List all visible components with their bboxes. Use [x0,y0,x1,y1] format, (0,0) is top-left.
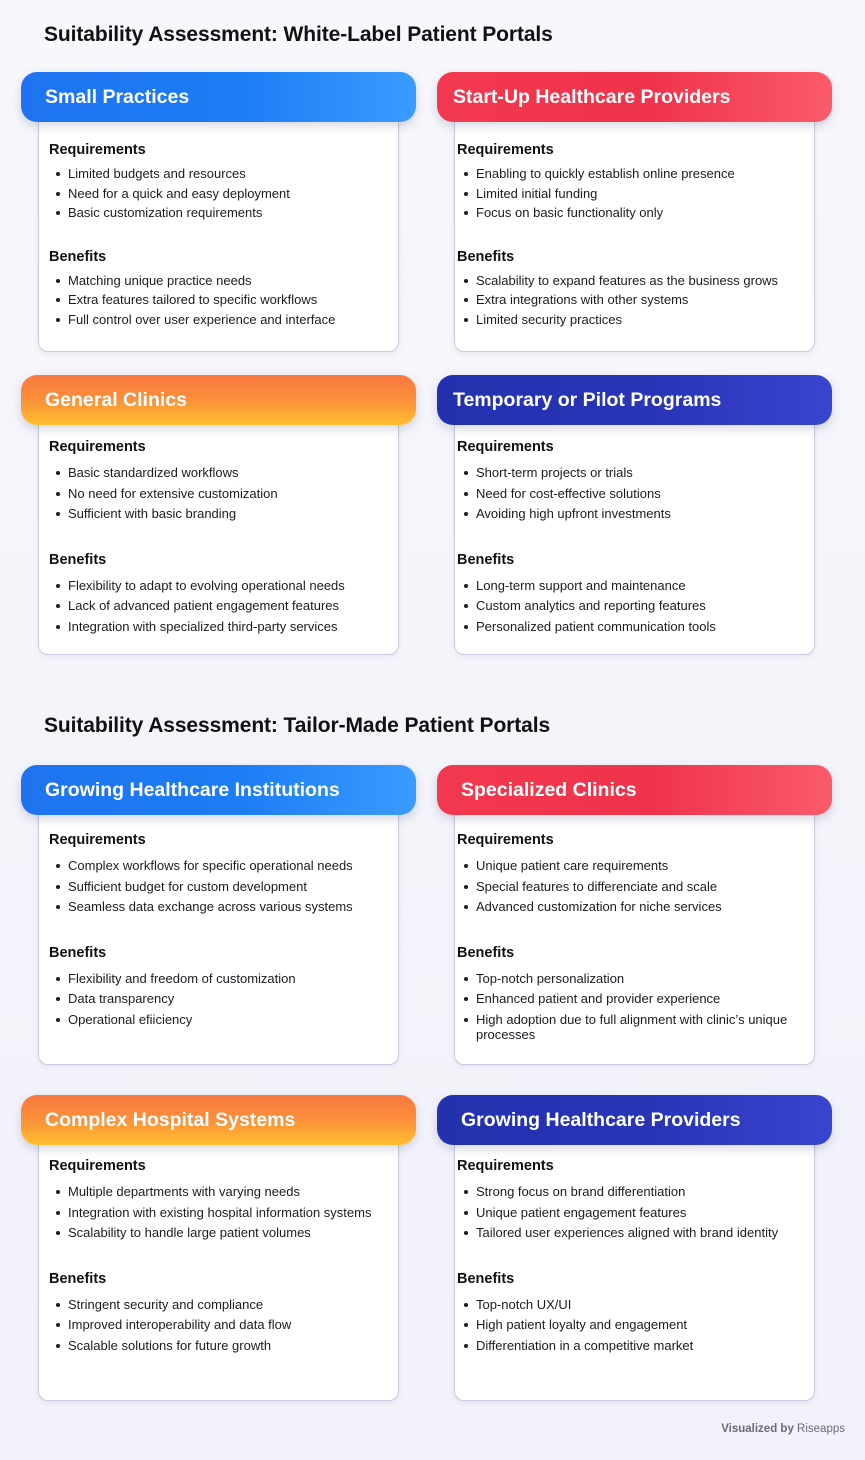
requirements-list [49,858,390,915]
footer-brand: Riseapps [797,1423,845,1435]
card-content [49,1158,390,1357]
benefits-list [49,971,390,1028]
list-item: Scalability to handle large patient volumes [49,1225,390,1241]
requirements-list [457,465,806,522]
list-item: Personalized patient communication tools [457,619,806,635]
list-item: Limited budgets and resources [49,166,390,182]
list-item: Need for cost-effective solutions [457,486,806,502]
list-item: Differentiation in a competitive market [457,1338,806,1354]
card-content [49,832,390,1031]
card-header: Small Practices [21,72,416,122]
card-general-clinics [21,375,416,655]
requirements-heading: Requirements [49,439,146,455]
requirements-heading: Requirements [49,1158,146,1174]
list-item: Enabling to quickly establish online presence [457,166,806,182]
list-item: Basic customization requirements [49,205,390,221]
requirements-list [49,166,390,221]
list-item: Extra features tailored to specific workflows [49,292,390,308]
card-content [457,439,806,638]
list-item: Top-notch personalization [457,971,806,987]
card-complex-hospital-systems [21,1095,416,1401]
requirements-list [49,1184,390,1241]
list-item: Sufficient budget for custom development [49,879,390,895]
list-item: Long-term support and maintenance [457,578,806,594]
benefits-list [457,971,806,1043]
list-item: Enhanced patient and provider experience [457,991,806,1007]
card-content [457,832,806,1047]
card-header: Growing Healthcare Institutions [21,765,416,815]
list-item: Short-term projects or trials [457,465,806,481]
list-item: Integration with existing hospital information systems [49,1205,390,1221]
section-title-tailor-made: Suitability Assessment: Tailor-Made Patient Portals [44,714,551,737]
list-item: Limited initial funding [457,186,806,202]
card-temporary-pilot-programs [437,375,832,655]
card-growing-healthcare-providers [437,1095,832,1401]
card-header: Growing Healthcare Providers [437,1095,832,1145]
list-item: Data transparency [49,991,390,1007]
list-item: High patient loyalty and engagement [457,1317,806,1333]
list-item: Multiple departments with varying needs [49,1184,390,1200]
benefits-list [49,1297,390,1354]
card-content [49,439,390,638]
list-item: Avoiding high upfront investments [457,506,806,522]
benefits-heading: Benefits [49,551,107,568]
list-item: High adoption due to full alignment with clinic’s unique processes [457,1012,806,1043]
list-item: Special features to differenciate and scale [457,879,806,895]
list-item: Flexibility and freedom of customization [49,971,390,987]
list-item: Custom analytics and reporting features [457,598,806,614]
requirements-heading: Requirements [457,1158,554,1174]
card-header: Complex Hospital Systems [21,1095,416,1145]
card-growing-healthcare-institutions [21,765,416,1065]
footer-attribution [721,1423,845,1435]
card-header: General Clinics [21,375,416,425]
benefits-list [49,578,390,635]
list-item: Integration with specialized third-party services [49,619,390,635]
benefits-list [457,273,806,328]
list-item: Improved interoperability and data flow [49,1317,390,1333]
card-header: Temporary or Pilot Programs [437,375,832,425]
card-content [49,142,390,331]
card-header: Specialized Clinics [437,765,832,815]
card-content [457,1158,806,1357]
list-item: Advanced customization for niche services [457,899,806,915]
requirements-heading: Requirements [457,439,554,455]
list-item: Full control over user experience and interface [49,312,390,328]
benefits-heading: Benefits [457,551,515,568]
list-item: Basic standardized workflows [49,465,390,481]
benefits-list [49,273,390,328]
list-item: Scalability to expand features as the business grows [457,273,806,289]
list-item: Scalable solutions for future growth [49,1338,390,1354]
list-item: Tailored user experiences aligned with brand identity [457,1225,806,1241]
benefits-list [457,578,806,635]
list-item: Complex workflows for specific operational needs [49,858,390,874]
section-title-white-label: Suitability Assessment: White-Label Patient Portals [44,23,553,46]
requirements-list [457,858,806,915]
list-item: Focus on basic functionality only [457,205,806,221]
benefits-heading: Benefits [457,1270,515,1287]
list-item: Sufficient with basic branding [49,506,390,522]
card-specialized-clinics [437,765,832,1065]
list-item: Seamless data exchange across various systems [49,899,390,915]
benefits-list [457,1297,806,1354]
requirements-heading: Requirements [457,832,554,848]
card-header: Start-Up Healthcare Providers [437,72,832,122]
list-item: Stringent security and compliance [49,1297,390,1313]
requirements-list [457,166,806,221]
list-item: Operational efiiciency [49,1012,390,1028]
benefits-heading: Benefits [457,944,515,961]
requirements-heading: Requirements [457,142,554,158]
benefits-heading: Benefits [49,1270,107,1287]
list-item: Unique patient care requirements [457,858,806,874]
card-small-practices [21,72,416,352]
benefits-heading: Benefits [49,248,107,265]
list-item: Limited security practices [457,312,806,328]
list-item: Need for a quick and easy deployment [49,186,390,202]
list-item: Top-notch UX/UI [457,1297,806,1313]
card-startup-healthcare-providers [437,72,832,352]
list-item: Unique patient engagement features [457,1205,806,1221]
list-item: Extra integrations with other systems [457,292,806,308]
list-item: Lack of advanced patient engagement features [49,598,390,614]
list-item: No need for extensive customization [49,486,390,502]
list-item: Matching unique practice needs [49,273,390,289]
list-item: Flexibility to adapt to evolving operational needs [49,578,390,594]
benefits-heading: Benefits [457,248,515,265]
requirements-list [49,465,390,522]
list-item: Strong focus on brand differentiation [457,1184,806,1200]
card-content [457,142,806,331]
requirements-heading: Requirements [49,832,146,848]
requirements-list [457,1184,806,1241]
benefits-heading: Benefits [49,944,107,961]
requirements-heading: Requirements [49,142,146,158]
footer-prefix: Visualized by [721,1423,794,1435]
